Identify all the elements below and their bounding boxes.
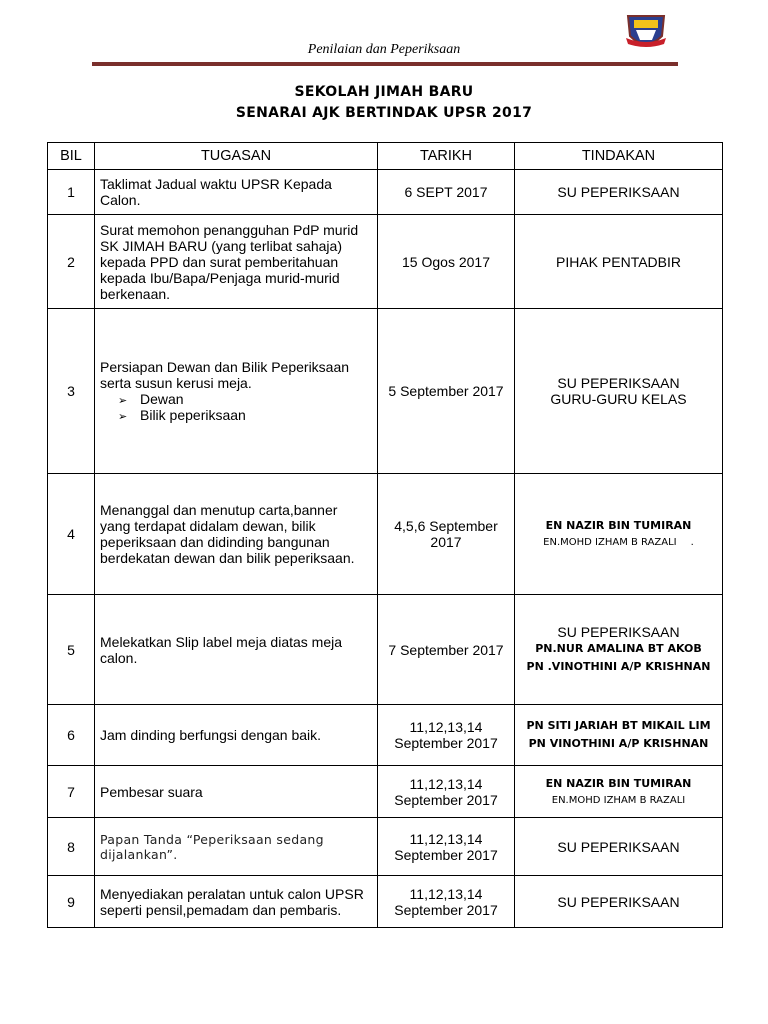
table-row <box>48 595 723 705</box>
task-cell: Persiapan Dewan dan Bilik Peperiksaan serta susun kerusi meja. ➢ Dewan ➢ Bilik peperiksaan <box>95 309 378 474</box>
header-divider <box>92 62 678 66</box>
action-cell: SU PEPERIKSAAN PN.NUR AMALINA BT AKOB PN .VINOTHINI A/P KRISHNAN <box>515 595 723 705</box>
table-row <box>48 474 723 595</box>
table-row <box>48 876 723 928</box>
action-cell <box>515 766 723 818</box>
person-name: PN VINOTHINI A/P KRISHNAN <box>528 737 709 750</box>
task-cell: Surat memohon penangguhan PdP murid SK JIMAH BARU (yang terlibat sahaja) kepada PPD dan surat pemberitahuan kepada Ibu/Bapa/Penjaga murid-murid berkenaan. <box>95 215 378 309</box>
person-name: PN.NUR AMALINA BT AKOB <box>535 641 702 655</box>
committee-table <box>47 142 723 928</box>
date-cell: 11,12,13,14 September 2017 <box>378 876 515 928</box>
person-name: EN NAZIR BIN TUMIRAN <box>545 776 692 790</box>
action-cell: SU PEPERIKSAAN <box>515 876 723 928</box>
task-cell: Menyediakan peralatan untuk calon UPSR seperti pensil,pemadam dan pembaris. <box>95 876 378 928</box>
task-cell: Melekatkan Slip label meja diatas meja calon. <box>95 595 378 705</box>
date-cell: 11,12,13,14 September 2017 <box>378 766 515 818</box>
row-number: 4 <box>48 474 95 595</box>
column-header-bil: BIL <box>48 143 95 170</box>
task-cell: Papan Tanda “Peperiksaan sedang dijalankan”. <box>95 818 378 876</box>
column-header-tugasan: TUGASAN <box>95 143 378 170</box>
table-row <box>48 766 723 818</box>
column-header-tarikh: TARIKH <box>378 143 515 170</box>
row-number: 6 <box>48 705 95 766</box>
task-cell: Taklimat Jadual waktu UPSR Kepada Calon. <box>95 170 378 215</box>
action-cell: SU PEPERIKSAAN <box>515 818 723 876</box>
table-row <box>48 705 723 766</box>
page-header: Penilaian dan Peperiksaan <box>307 42 461 57</box>
date-cell: 11,12,13,14 September 2017 <box>378 705 515 766</box>
table-row <box>48 309 723 474</box>
row-number: 7 <box>48 766 95 818</box>
person-name: EN.MOHD IZHAM B RAZALI . <box>543 537 694 548</box>
row-number: 5 <box>48 595 95 705</box>
action-cell: SU PEPERIKSAAN <box>515 170 723 215</box>
bullet-item: ➢ Dewan <box>100 391 372 407</box>
date-cell: 4,5,6 September 2017 <box>378 474 515 595</box>
column-header-tindakan: TINDAKAN <box>515 143 723 170</box>
row-number: 3 <box>48 309 95 474</box>
task-cell: Menanggal dan menutup carta,banner yang terdapat didalam dewan, bilik peperiksaan dan didinding bangunan berdekatan dewan dan bilik peperiksaan. <box>95 474 378 595</box>
date-cell: 6 SEPT 2017 <box>378 170 515 215</box>
row-number: 2 <box>48 215 95 309</box>
person-name: PN SITI JARIAH BT MIKAIL LIM <box>526 719 711 732</box>
date-cell: 15 Ogos 2017 <box>378 215 515 309</box>
school-crest-logo <box>624 12 668 52</box>
action-cell <box>515 705 723 766</box>
table-row <box>48 215 723 309</box>
date-cell: 5 September 2017 <box>378 309 515 474</box>
task-cell: Pembesar suara <box>95 766 378 818</box>
table-row <box>48 170 723 215</box>
table-header-row <box>48 143 723 170</box>
date-cell: 11,12,13,14 September 2017 <box>378 818 515 876</box>
task-cell: Jam dinding berfungsi dengan baik. <box>95 705 378 766</box>
action-cell: SU PEPERIKSAAN GURU-GURU KELAS <box>515 309 723 474</box>
action-cell: PIHAK PENTADBIR <box>515 215 723 309</box>
document-title: SENARAI AJK BERTINDAK UPSR 2017 <box>235 105 533 121</box>
table-row <box>48 818 723 876</box>
school-title: SEKOLAH JIMAH BARU <box>294 84 474 100</box>
row-number: 1 <box>48 170 95 215</box>
person-name: EN NAZIR BIN TUMIRAN <box>545 519 692 532</box>
person-name: PN .VINOTHINI A/P KRISHNAN <box>526 659 711 673</box>
date-cell: 7 September 2017 <box>378 595 515 705</box>
person-name: EN.MOHD IZHAM B RAZALI <box>551 794 686 806</box>
bullet-item: ➢ Bilik peperiksaan <box>100 407 372 423</box>
row-number: 8 <box>48 818 95 876</box>
action-cell <box>515 474 723 595</box>
row-number: 9 <box>48 876 95 928</box>
